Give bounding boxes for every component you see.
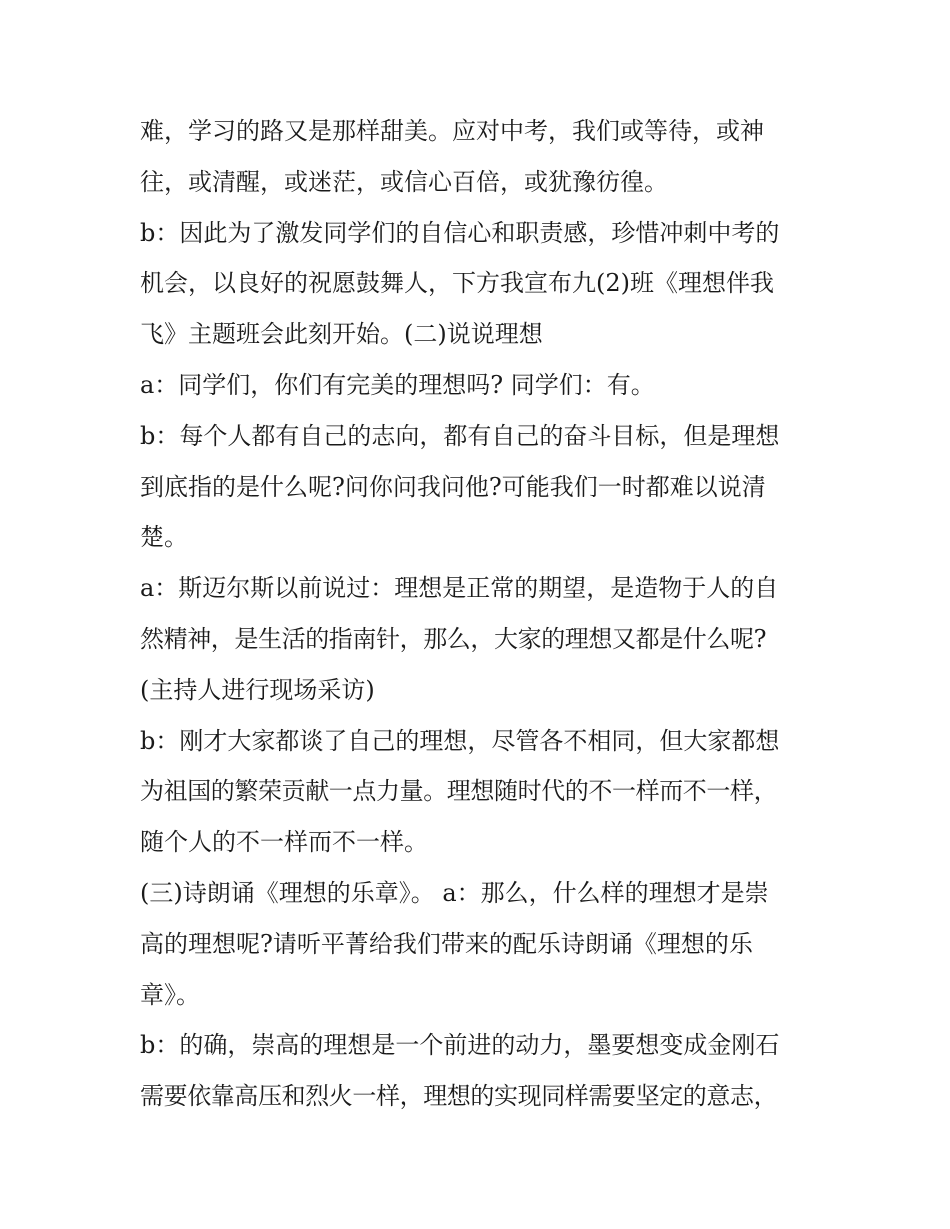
- text-line-2: 往，或清醒，或迷茫，或信心百倍，或犹豫彷徨。: [140, 167, 668, 196]
- text-line-13: b：刚才大家都谈了自己的理想，尽管各不相同，但大家都想: [140, 726, 780, 755]
- text-line-1: 难，学习的路又是那样甜美。应对中考，我们或等待，或神: [140, 117, 764, 145]
- text-line-6: a：同学们，你们有完美的理想吗? 同学们：有。: [140, 370, 655, 399]
- text-line-15: 随个人的不一样而不一样。: [140, 828, 428, 857]
- text-line-17: 高的理想呢?请听平菁给我们带来的配乐诗朗诵《理想的乐: [140, 929, 753, 958]
- text-line-5: 飞》主题班会此刻开始。(二)说说理想: [140, 320, 543, 349]
- text-line-19: b：的确，崇高的理想是一个前进的动力，墨要想变成金刚石: [140, 1031, 780, 1060]
- body-text: [140, 106, 805, 1122]
- text-line-10: a：斯迈尔斯以前说过：理想是正常的期望，是造物于人的自: [140, 574, 779, 603]
- text-line-11: 然精神，是生活的指南针，那么，大家的理想又都是什么呢?: [140, 624, 767, 653]
- text-line-9: 楚。: [140, 523, 188, 552]
- text-line-7: b：每个人都有自己的志向，都有自己的奋斗目标，但是理想: [140, 421, 780, 450]
- text-line-4: 机会，以良好的祝愿鼓舞人，下方我宣布九(2)班《理想伴我: [140, 269, 774, 298]
- text-line-14: 为祖国的繁荣贡献一点力量。理想随时代的不一样而不一样，: [140, 777, 778, 806]
- text-line-16: (三)诗朗诵《理想的乐章》。 a：那么，什么样的理想才是崇: [140, 878, 769, 907]
- text-line-18: 章》。: [140, 980, 200, 1009]
- text-line-3: b：因此为了激发同学们的自信心和职责感，珍惜冲刺中考的: [140, 218, 780, 247]
- text-line-20: 需要依靠高压和烈火一样，理想的实现同样需要坚定的意志，: [140, 1082, 778, 1111]
- text-line-12: (主持人进行现场采访): [140, 675, 375, 704]
- text-line-8: 到底指的是什么呢?问你问我问他?可能我们一时都难以说清: [140, 472, 766, 501]
